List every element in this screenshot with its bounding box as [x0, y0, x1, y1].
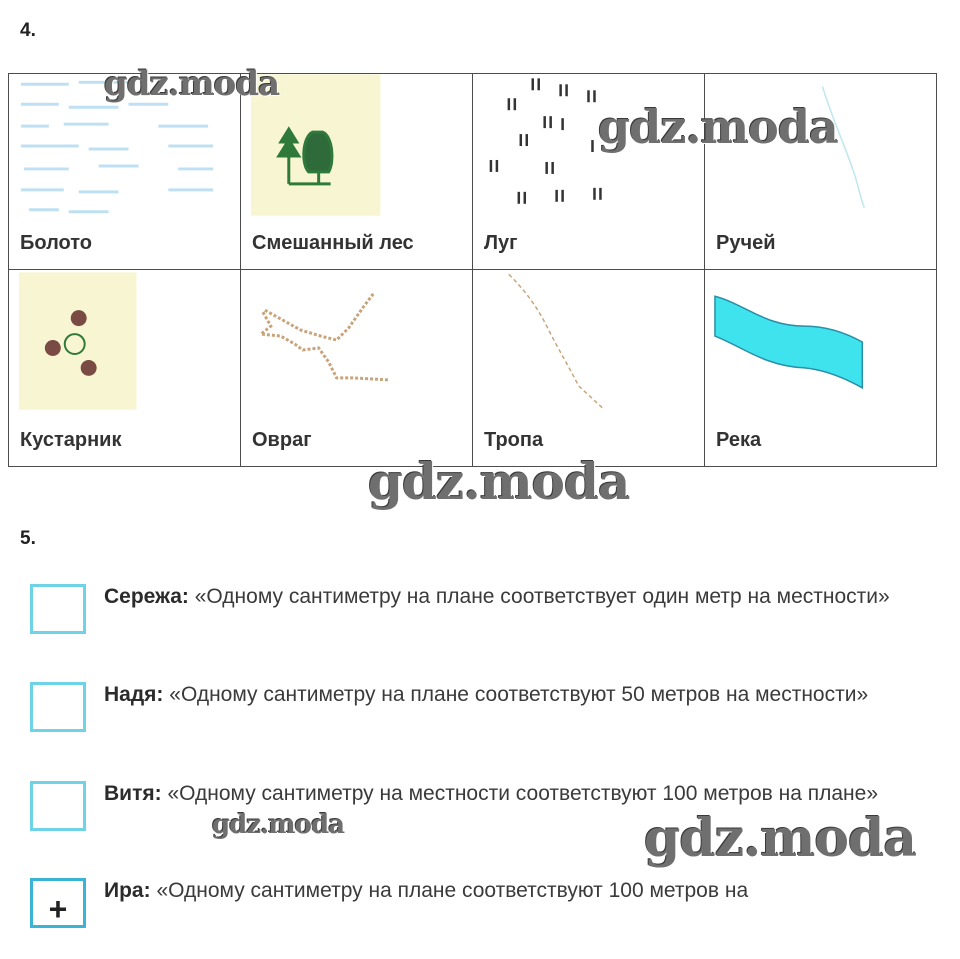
- statement: «Одному сантиметру на местности соответствуют 100 метров на плане»: [167, 782, 879, 805]
- answer-text: [104, 675, 948, 715]
- answer-checkbox[interactable]: [30, 584, 86, 634]
- sign-cell-shrub: [9, 270, 241, 467]
- watermark: gdz.moda: [104, 64, 280, 104]
- answer-checkbox[interactable]: [30, 682, 86, 732]
- answer-option-nadya: [0, 673, 960, 763]
- watermark: gdz.moda: [644, 808, 917, 869]
- trail-icon: [473, 270, 704, 430]
- sign-cell-trail: [473, 270, 705, 467]
- sign-cell-ravine: [241, 270, 473, 467]
- sign-label: Болото: [20, 232, 93, 254]
- statement: «Одному сантиметру на плане соответствуют 50 метров на местности»: [169, 683, 869, 706]
- answer-checkbox[interactable]: [30, 781, 86, 831]
- answer-checkbox-checked[interactable]: [30, 878, 86, 928]
- answer-option-serezha: [0, 575, 960, 665]
- sign-label: Тропа: [484, 429, 544, 451]
- meadow-icon: [473, 74, 704, 234]
- sign-label: Ручей: [716, 232, 776, 254]
- statement: «Одному сантиметру на плане соответствует один метр на местности»: [194, 585, 890, 608]
- watermark: gdz.moda: [212, 810, 345, 840]
- brook-icon: [705, 74, 936, 234]
- river-icon: [705, 270, 936, 430]
- sign-label: Кустарник: [20, 429, 122, 451]
- speaker-name: Сережа:: [104, 585, 189, 608]
- speaker-name: Ира:: [104, 879, 151, 902]
- watermark: gdz.moda: [368, 452, 630, 511]
- statement: «Одному сантиметру на плане соответствуют 100 метров на: [156, 879, 749, 902]
- ravine-icon: [241, 270, 472, 430]
- shrub-icon: [9, 270, 240, 430]
- speaker-name: Надя:: [104, 683, 164, 706]
- watermark: gdz.moda: [598, 100, 838, 154]
- answer-text: [104, 577, 948, 617]
- answer-text: [104, 871, 948, 911]
- sign-label: Овраг: [252, 429, 312, 451]
- task-5-number: 5.: [20, 528, 36, 549]
- answer-option-ira: [0, 869, 960, 959]
- sign-label: Река: [716, 429, 762, 451]
- sign-label: Смешанный лес: [252, 232, 414, 254]
- sign-cell-river: [705, 270, 937, 467]
- plus-icon: +: [48, 891, 68, 927]
- sign-label: Луг: [484, 232, 518, 254]
- speaker-name: Витя:: [104, 782, 162, 805]
- task-4-number: 4.: [20, 20, 36, 41]
